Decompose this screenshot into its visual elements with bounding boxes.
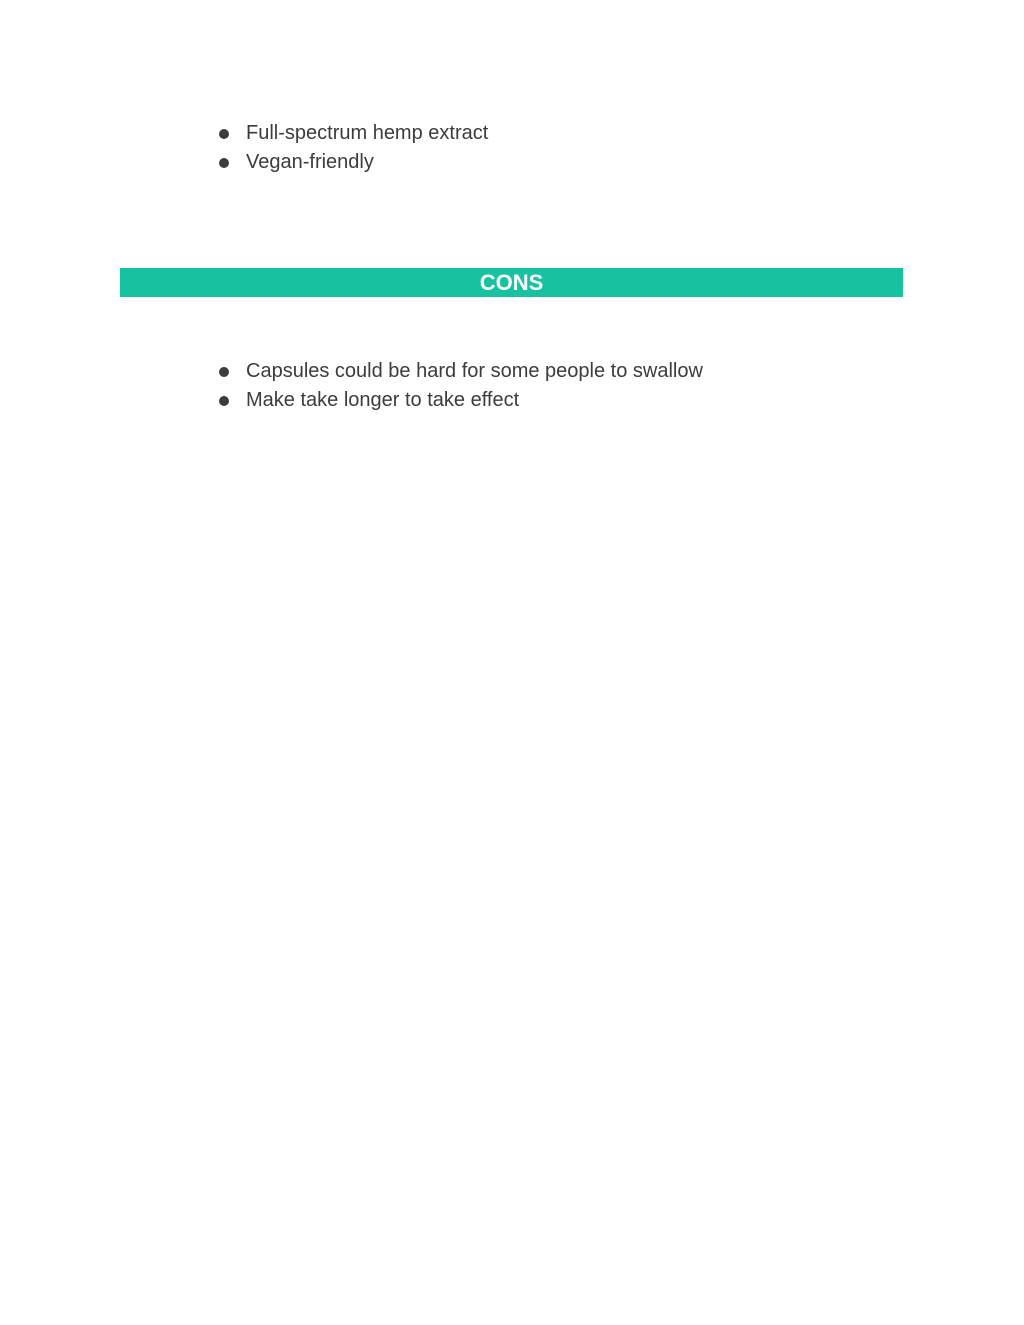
- bullet-icon: [219, 158, 229, 168]
- cons-list: [218, 357, 703, 415]
- list-item: [218, 357, 703, 386]
- bullet-icon: [219, 129, 229, 139]
- list-item: [218, 119, 488, 148]
- bullet-icon: [219, 367, 229, 377]
- cons-heading: CONS: [479, 270, 544, 295]
- bullet-icon: [219, 396, 229, 406]
- list-item: [218, 386, 703, 415]
- list-item: [218, 148, 488, 177]
- cons-heading-banner: [120, 268, 903, 297]
- list-item-text: Full-spectrum hemp extract: [246, 122, 489, 144]
- list-item-text: Capsules could be hard for some people to swallow: [246, 360, 703, 382]
- list-item-text: Vegan-friendly: [246, 151, 374, 173]
- pros-list: [218, 119, 488, 177]
- list-item-text: Make take longer to take effect: [246, 389, 520, 411]
